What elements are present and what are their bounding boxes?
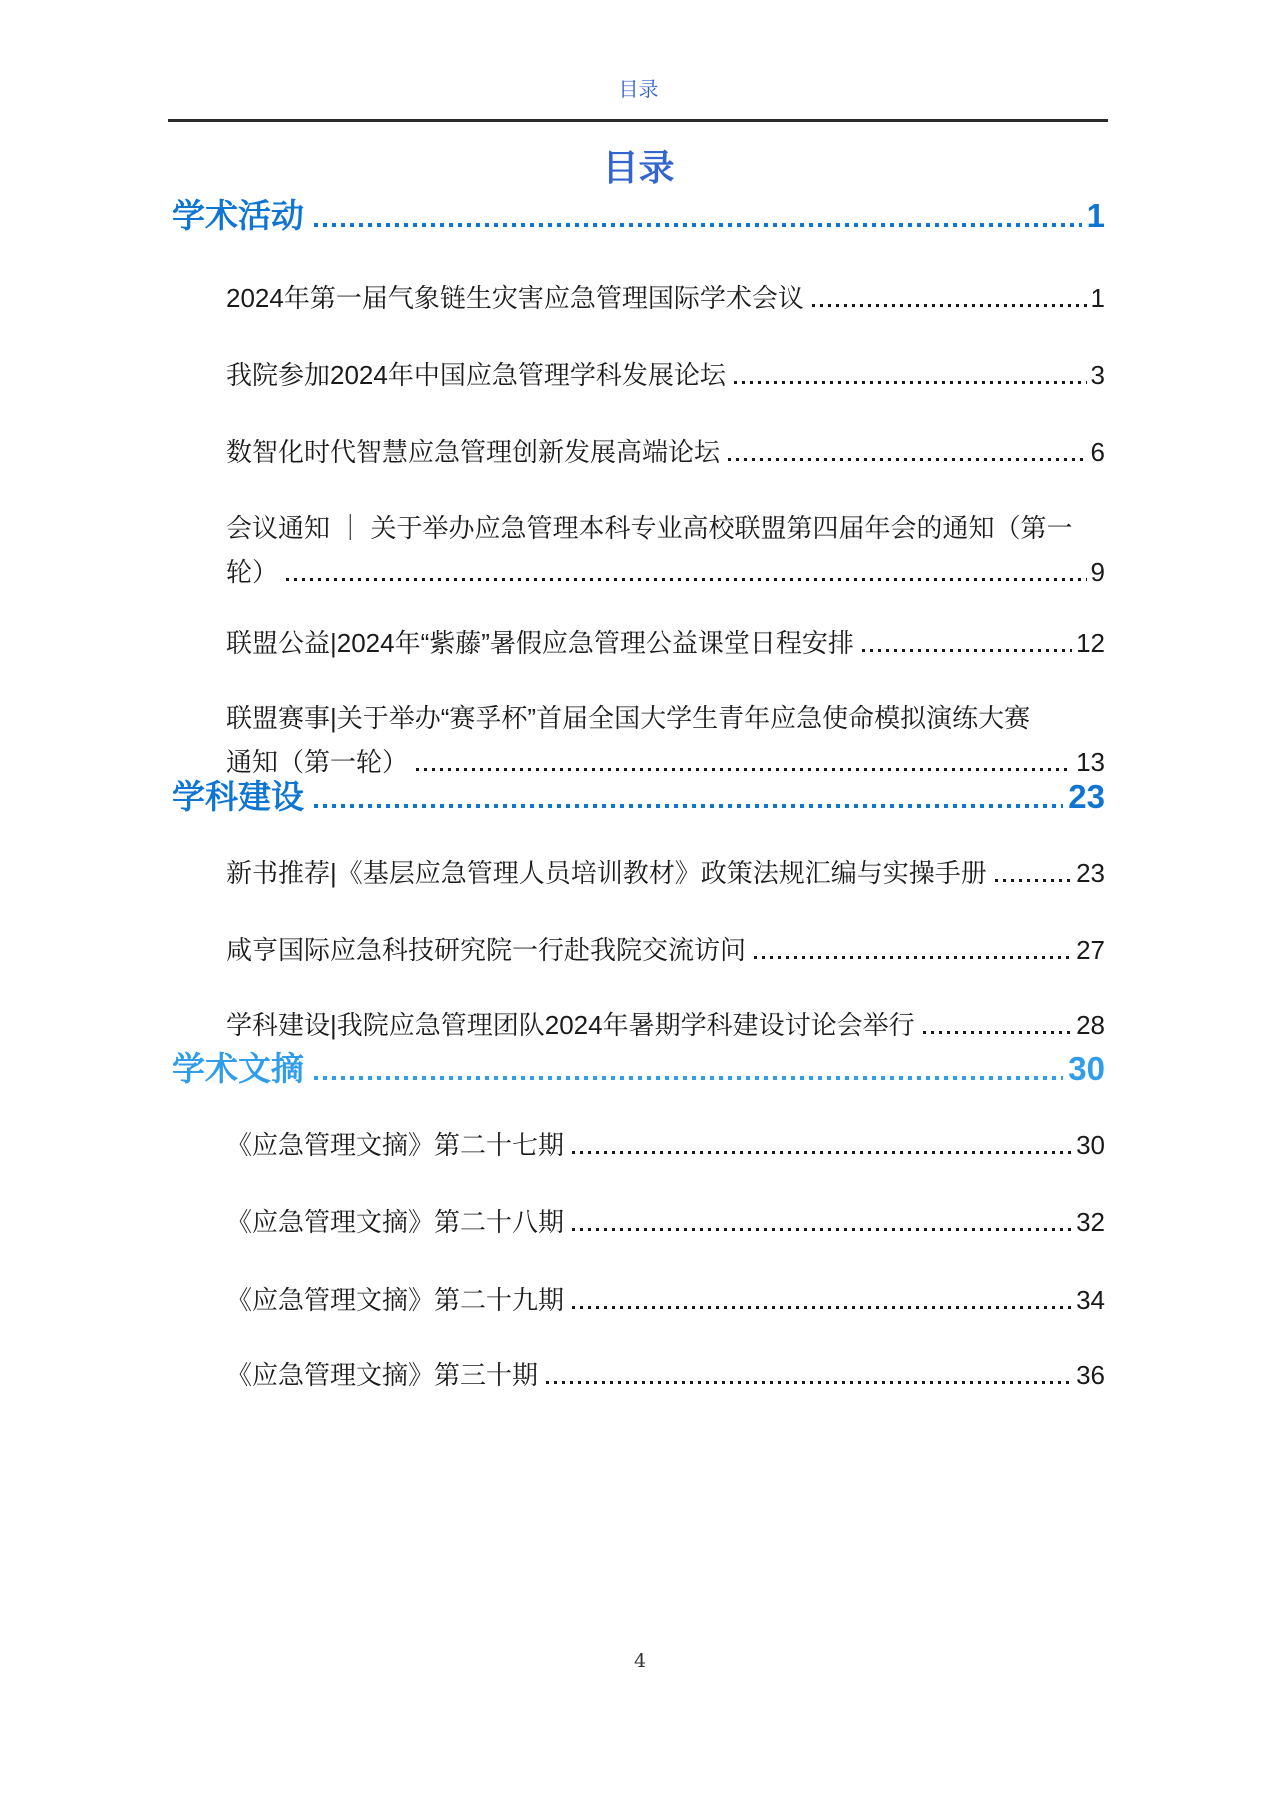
toc-entry[interactable] bbox=[226, 1200, 1105, 1244]
toc-page-number: 12 bbox=[1076, 628, 1105, 658]
dotted-leader bbox=[314, 804, 1063, 808]
toc-section-title: 学科建设 bbox=[172, 778, 304, 815]
toc-page-number: 36 bbox=[1076, 1360, 1105, 1390]
dotted-leader bbox=[572, 1306, 1072, 1309]
toc-section-heading[interactable] bbox=[172, 196, 1105, 236]
dotted-leader bbox=[572, 1151, 1072, 1154]
toc-page-number: 23 bbox=[1076, 858, 1105, 888]
toc-page-number: 1 bbox=[1090, 283, 1105, 313]
running-header: 目录 bbox=[618, 79, 659, 101]
toc-entry[interactable] bbox=[226, 928, 1105, 972]
dotted-leader bbox=[734, 381, 1087, 384]
toc-section-title: 学术文摘 bbox=[172, 1050, 304, 1087]
toc-entry-title: 《应急管理文摘》第三十期 bbox=[226, 1360, 539, 1390]
page-title: 目录 bbox=[602, 147, 675, 188]
toc-page-number: 27 bbox=[1076, 935, 1105, 965]
toc-entry-title: 咸亨国际应急科技研究院一行赴我院交流访问 bbox=[226, 935, 747, 965]
dotted-leader bbox=[862, 649, 1072, 652]
toc-page-number: 30 bbox=[1068, 1050, 1105, 1087]
toc-entry-title: 学科建设|我院应急管理团队2024年暑期学科建设讨论会举行 bbox=[226, 1010, 915, 1040]
toc-entry[interactable] bbox=[226, 1353, 1105, 1397]
toc-page-number: 1 bbox=[1086, 197, 1105, 234]
toc-entry[interactable] bbox=[226, 696, 1105, 740]
toc-page-number: 13 bbox=[1076, 747, 1105, 777]
dotted-leader bbox=[812, 304, 1087, 307]
toc-entry-title: 联盟公益|2024年“紫藤”暑假应急管理公益课堂日程安排 bbox=[226, 628, 854, 658]
toc-entry[interactable] bbox=[226, 851, 1105, 895]
toc-section-title: 学术活动 bbox=[172, 197, 304, 234]
dotted-leader bbox=[286, 578, 1087, 581]
toc-entry-title: 轮） bbox=[226, 557, 279, 587]
toc-entry-title: 新书推荐|《基层应急管理人员培训教材》政策法规汇编与实操手册 bbox=[226, 858, 987, 888]
toc-entry-title: 会议通知 ｜ 关于举办应急管理本科专业高校联盟第四届年会的通知（第一 bbox=[226, 513, 1073, 543]
toc-page-number: 34 bbox=[1076, 1285, 1105, 1315]
toc-page-number: 30 bbox=[1076, 1130, 1105, 1160]
toc-entry-continuation[interactable] bbox=[226, 550, 1105, 594]
toc-entry-title: 《应急管理文摘》第二十七期 bbox=[226, 1130, 565, 1160]
toc-entry-title: 通知（第一轮） bbox=[226, 747, 409, 777]
toc-entry-title: 联盟赛事|关于举办“赛孚杯”首届全国大学生青年应急使命模拟演练大赛 bbox=[226, 703, 1031, 733]
toc-page-number: 6 bbox=[1090, 437, 1105, 467]
dotted-leader bbox=[314, 1076, 1063, 1080]
toc-entry[interactable] bbox=[226, 353, 1105, 397]
toc-entry-title: 2024年第一届气象链生灾害应急管理国际学术会议 bbox=[226, 283, 804, 313]
toc-page-number: 23 bbox=[1068, 778, 1105, 815]
toc-entry[interactable] bbox=[226, 430, 1105, 474]
toc-section-heading[interactable] bbox=[172, 777, 1105, 817]
toc-entry[interactable] bbox=[226, 506, 1105, 550]
dotted-leader bbox=[546, 1381, 1072, 1384]
toc-entry-title: 数智化时代智慧应急管理创新发展高端论坛 bbox=[226, 437, 721, 467]
header-rule bbox=[168, 119, 1108, 122]
toc-entry-title: 我院参加2024年中国应急管理学科发展论坛 bbox=[226, 360, 726, 390]
toc-page-number: 9 bbox=[1090, 557, 1105, 587]
toc-entry[interactable] bbox=[226, 1123, 1105, 1167]
dotted-leader bbox=[995, 879, 1072, 882]
toc-entry[interactable] bbox=[226, 1278, 1105, 1322]
dotted-leader bbox=[572, 1228, 1072, 1231]
dotted-leader bbox=[314, 223, 1082, 227]
dotted-leader bbox=[416, 768, 1072, 771]
toc-page-number: 32 bbox=[1076, 1207, 1105, 1237]
toc-entry-title: 《应急管理文摘》第二十九期 bbox=[226, 1285, 565, 1315]
footer-page-number: 4 bbox=[633, 1650, 647, 1672]
toc-page-number: 28 bbox=[1076, 1010, 1105, 1040]
dotted-leader bbox=[754, 956, 1072, 959]
toc-entry[interactable] bbox=[226, 276, 1105, 320]
toc-entry-title: 《应急管理文摘》第二十八期 bbox=[226, 1207, 565, 1237]
toc-page-number: 3 bbox=[1090, 360, 1105, 390]
dotted-leader bbox=[728, 458, 1087, 461]
toc-section-heading[interactable] bbox=[172, 1049, 1105, 1089]
toc-entry[interactable] bbox=[226, 1003, 1105, 1047]
dotted-leader bbox=[923, 1031, 1072, 1034]
toc-entry[interactable] bbox=[226, 621, 1105, 665]
